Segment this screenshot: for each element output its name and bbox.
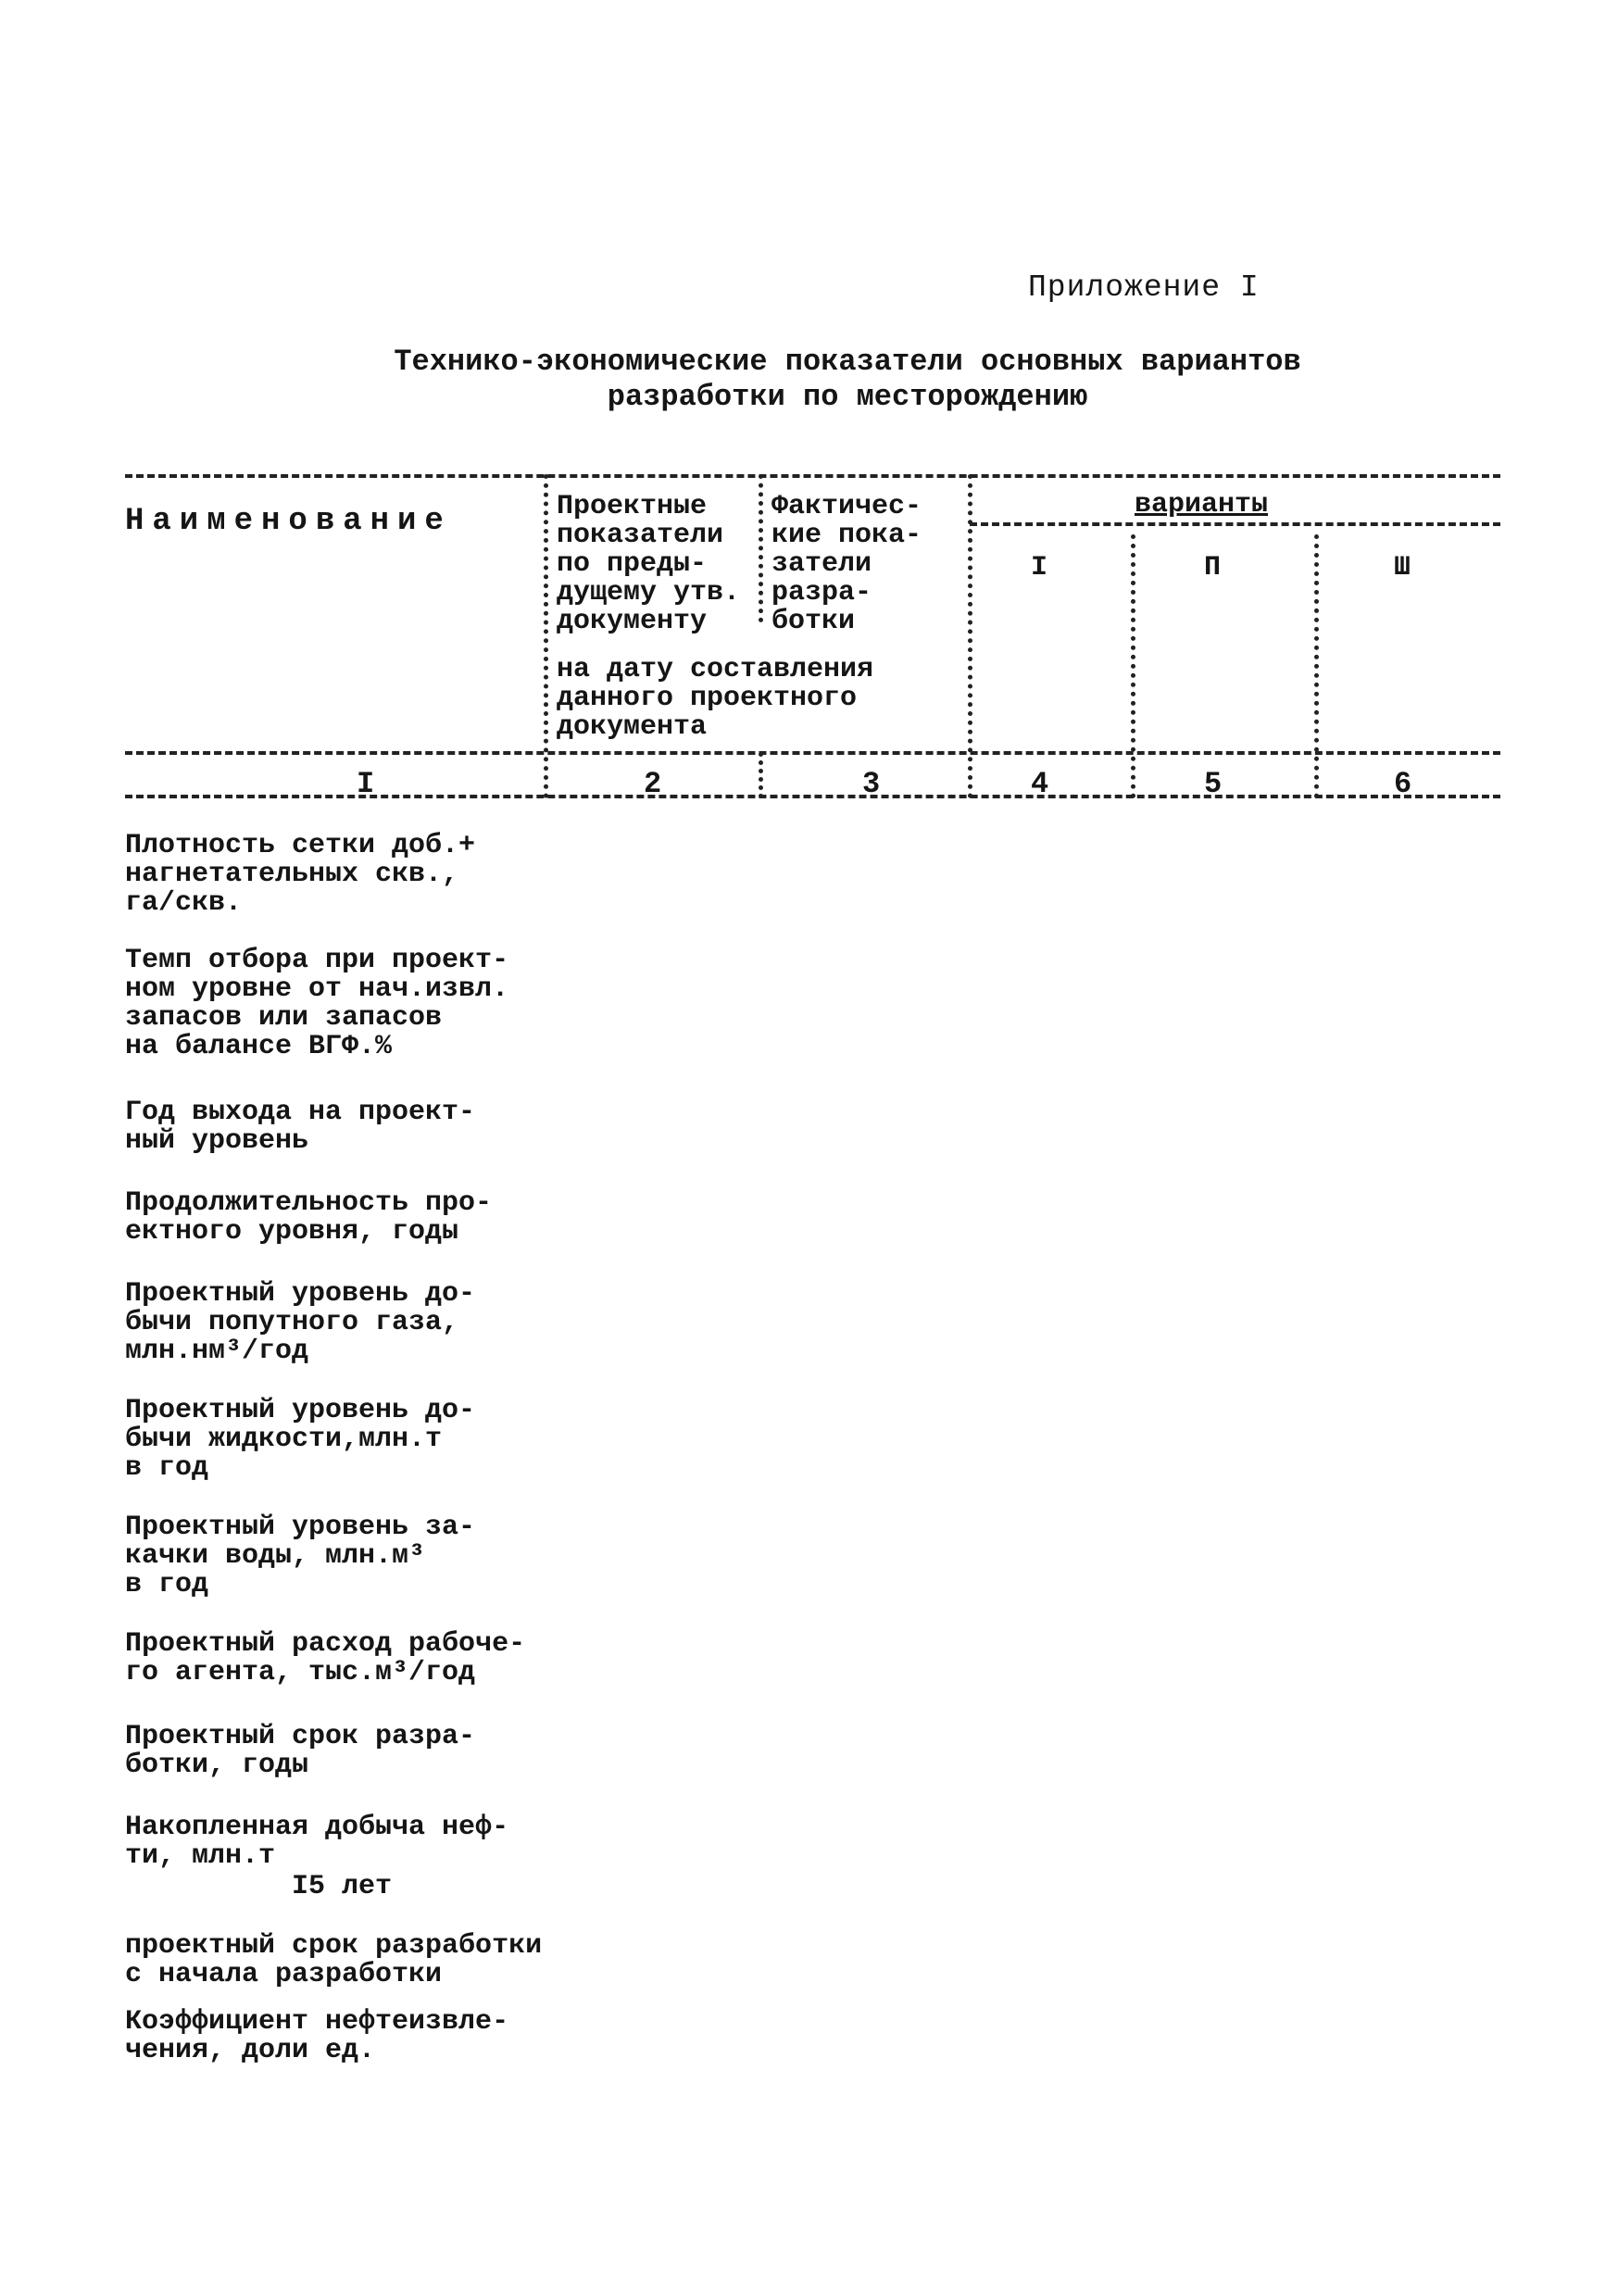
column-divider-2-lower bbox=[759, 752, 763, 798]
row-cumulative-oil: Накопленная добыча неф- ти, млн.т bbox=[125, 1812, 509, 1872]
column-divider-3 bbox=[968, 474, 972, 798]
header-bottom-border bbox=[125, 751, 1500, 755]
row-development-term: Проектный срок разра- ботки, годы bbox=[125, 1721, 476, 1781]
row-working-agent-consumption: Проектный расход рабоче- го агента, тыс.м³/год bbox=[125, 1628, 526, 1688]
row-well-grid-density: Плотность сетки доб.+ нагнетательных скв., га/скв. bbox=[125, 830, 476, 919]
column-number-6: 6 bbox=[1394, 767, 1412, 801]
row-associated-gas-production: Проектный уровень до- бычи попутного газа, млн.нм³/год bbox=[125, 1278, 476, 1367]
column-number-1: I bbox=[357, 767, 375, 801]
column-divider-4 bbox=[1131, 534, 1135, 798]
row-withdrawal-rate: Темп отбора при проект- ном уровне от нач.извл. запасов или запасов на балансе ВГФ.% bbox=[125, 945, 509, 1062]
document-title bbox=[278, 345, 1417, 415]
number-row-border bbox=[125, 795, 1500, 798]
row-oil-recovery-factor: Коэффициент нефтеизвле- чения, доли ед. bbox=[125, 2006, 509, 2066]
indicators-table bbox=[125, 474, 1500, 808]
header-name: Наименование bbox=[125, 504, 452, 539]
appendix-label: Приложение I bbox=[1028, 270, 1260, 305]
column-divider-5 bbox=[1314, 534, 1319, 798]
column-number-4: 4 bbox=[1031, 767, 1049, 801]
header-design-indicators: Проектные показатели по преды- дущему утв. документу bbox=[557, 491, 741, 637]
title-line-2: разработки по месторождению bbox=[607, 380, 1088, 414]
variant-1: I bbox=[1031, 552, 1048, 583]
variants-underline bbox=[970, 522, 1500, 526]
variant-3: Ш bbox=[1394, 552, 1411, 583]
header-actual-indicators: Фактичес- кие пока- затели разра- ботки bbox=[771, 491, 922, 637]
header-variants: варианты bbox=[1135, 489, 1269, 521]
column-number-3: 3 bbox=[862, 767, 881, 801]
column-number-2: 2 bbox=[644, 767, 662, 801]
column-divider-1 bbox=[544, 474, 548, 798]
row-design-level-duration: Продолжительность про- ектного уровня, годы bbox=[125, 1187, 493, 1248]
row-liquid-production: Проектный уровень до- бычи жидкости,млн.т в год bbox=[125, 1395, 476, 1484]
table-top-border bbox=[125, 474, 1500, 478]
column-divider-2 bbox=[759, 474, 763, 622]
row-design-term-from-start: проектный срок разработки с начала разработки bbox=[125, 1930, 543, 1990]
header-date-note: на дату составления данного проектного документа bbox=[557, 654, 874, 743]
title-line-1: Технико-экономические показатели основных вариантов bbox=[394, 345, 1301, 379]
row-design-level-year: Год выхода на проект- ный уровень bbox=[125, 1097, 476, 1157]
variant-2: П bbox=[1204, 552, 1222, 583]
row-water-injection: Проектный уровень за- качки воды, млн.м³ в год bbox=[125, 1512, 476, 1600]
column-number-5: 5 bbox=[1204, 767, 1223, 801]
row-fifteen-years: I5 лет bbox=[292, 1871, 393, 1902]
